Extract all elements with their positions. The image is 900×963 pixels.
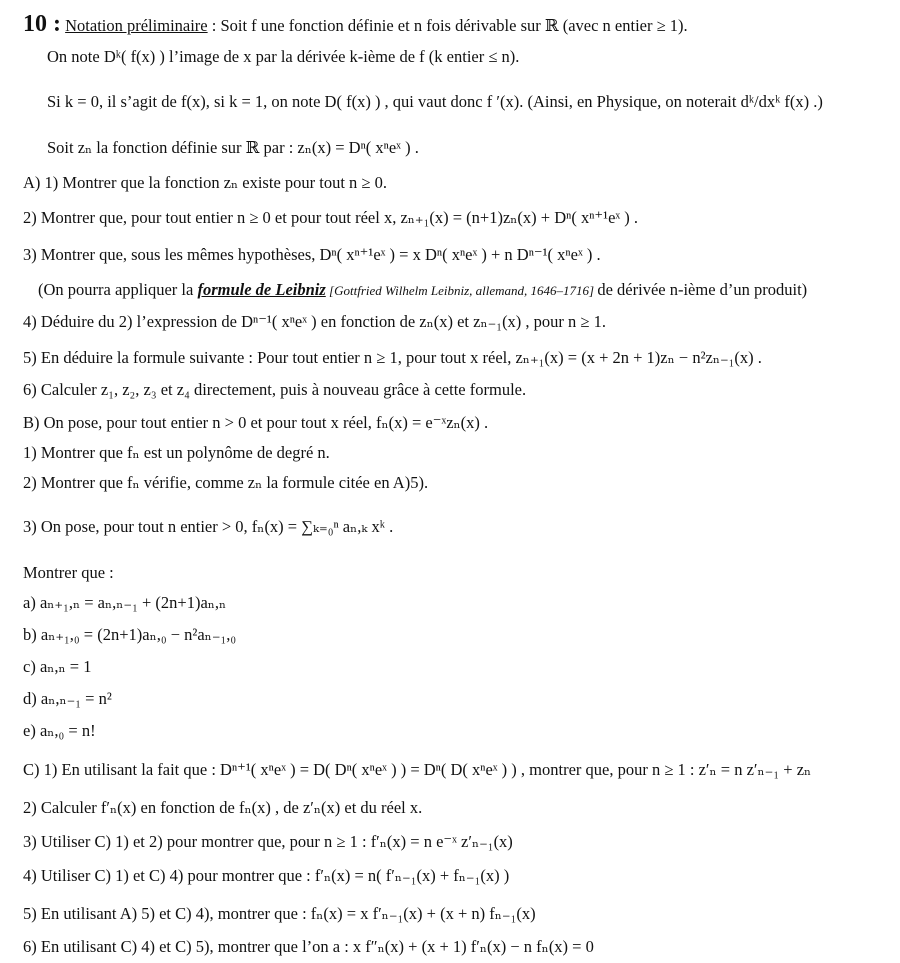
part-b-item-d: d) aₙ,ₙ₋₁ = n² bbox=[23, 689, 112, 708]
intro-line-1: On note Dᵏ( f(x) ) l’image de x par la dérivée k-ième de f (k entier ≤ n). bbox=[47, 47, 520, 66]
note-prefix: (On pourra appliquer la bbox=[38, 280, 198, 299]
exercise-title: Notation préliminaire bbox=[65, 16, 208, 35]
leibniz-bio: [Gottfried Wilhelm Leibniz, allemand, 1646–1716] bbox=[325, 283, 598, 298]
part-a-q4: 4) Déduire du 2) l’expression de Dⁿ⁻¹( xⁿeˣ ) en fonction de zₙ(x) et zₙ₋₁(x) , pour n ≥ 1. bbox=[23, 312, 606, 331]
part-b-intro: B) On pose, pour tout entier n > 0 et pour tout x réel, fₙ(x) = e⁻ˣzₙ(x) . bbox=[23, 413, 489, 432]
part-a-q5: 5) En déduire la formule suivante : Pour tout entier n ≥ 1, pour tout x réel, zₙ₊₁(x) = (x + 2n + 1)zₙ − n²zₙ₋₁(x) . bbox=[23, 348, 762, 367]
part-b-q1: 1) Montrer que fₙ est un polynôme de degré n. bbox=[23, 443, 330, 462]
header-text: : Soit f une fonction définie et n fois dérivable sur ℝ (avec n entier ≥ 1). bbox=[207, 16, 688, 35]
part-a-q6: 6) Calculer z₁, z₂, z₃ et z₄ directement, puis à nouveau grâce à cette formule. bbox=[23, 380, 527, 399]
leibniz-formula-label: formule de Leibniz bbox=[197, 280, 326, 299]
part-b-item-e: e) aₙ,₀ = n! bbox=[23, 721, 96, 740]
part-a-q1: A) 1) Montrer que la fonction zₙ existe pour tout n ≥ 0. bbox=[23, 173, 387, 192]
part-a-q3-note bbox=[38, 280, 807, 301]
part-c-q6: 6) En utilisant C) 4) et C) 5), montrer que l’on a : x f″ₙ(x) + (x + 1) f′ₙ(x) − n fₙ(x) = 0 bbox=[23, 937, 594, 956]
part-c-q2: 2) Calculer f′ₙ(x) en fonction de fₙ(x) , de z′ₙ(x) et du réel x. bbox=[23, 798, 423, 817]
part-b-q2: 2) Montrer que fₙ vérifie, comme zₙ la formule citée en A)5). bbox=[23, 473, 429, 492]
note-suffix: de dérivée n-ième d’un produit) bbox=[597, 280, 808, 299]
part-b-q3: 3) On pose, pour tout n entier > 0, fₙ(x) = ∑ₖ₌₀ⁿ aₙ,ₖ xᵏ . bbox=[23, 517, 394, 536]
header-line bbox=[23, 11, 688, 37]
part-c-q5: 5) En utilisant A) 5) et C) 4), montrer que : fₙ(x) = x f′ₙ₋₁(x) + (x + n) fₙ₋₁(x) bbox=[23, 904, 536, 923]
part-c-q3: 3) Utiliser C) 1) et 2) pour montrer que, pour n ≥ 1 : f′ₙ(x) = n e⁻ˣ z′ₙ₋₁(x) bbox=[23, 832, 513, 851]
part-a-q2: 2) Montrer que, pour tout entier n ≥ 0 et pour tout réel x, zₙ₊₁(x) = (n+1)zₙ(x) + Dⁿ( xⁿ⁺¹eˣ ) . bbox=[23, 208, 639, 227]
part-b-item-b: b) aₙ₊₁,₀ = (2n+1)aₙ,₀ − n²aₙ₋₁,₀ bbox=[23, 625, 237, 644]
intro-line-3: Soit zₙ la fonction définie sur ℝ par : zₙ(x) = Dⁿ( xⁿeˣ ) . bbox=[47, 138, 419, 157]
part-a-q3: 3) Montrer que, sous les mêmes hypothèses, Dⁿ( xⁿ⁺¹eˣ ) = x Dⁿ( xⁿeˣ ) + n Dⁿ⁻¹( xⁿeˣ ) . bbox=[23, 245, 601, 264]
intro-line-2: Si k = 0, il s’agit de f(x), si k = 1, on note D( f(x) ) , qui vaut donc f ′(x). (Ainsi, en Physique, on noterait dᵏ/dxᵏ f(x) .) bbox=[47, 92, 823, 111]
part-b-item-a: a) aₙ₊₁,ₙ = aₙ,ₙ₋₁ + (2n+1)aₙ,ₙ bbox=[23, 593, 227, 612]
part-c-q1: C) 1) En utilisant la fait que : Dⁿ⁺¹( xⁿeˣ ) = D( Dⁿ( xⁿeˣ ) ) = Dⁿ( D( xⁿeˣ ) ) , montrer que, pour n ≥ 1 : z′ₙ = n z′ₙ₋₁ + zₙ bbox=[23, 760, 812, 779]
exercise-number: 10 : bbox=[23, 11, 61, 37]
part-b-item-c: c) aₙ,ₙ = 1 bbox=[23, 657, 92, 676]
part-c-q4: 4) Utiliser C) 1) et C) 4) pour montrer que : f′ₙ(x) = n( f′ₙ₋₁(x) + fₙ₋₁(x) ) bbox=[23, 866, 510, 885]
part-b-show: Montrer que : bbox=[23, 563, 114, 582]
